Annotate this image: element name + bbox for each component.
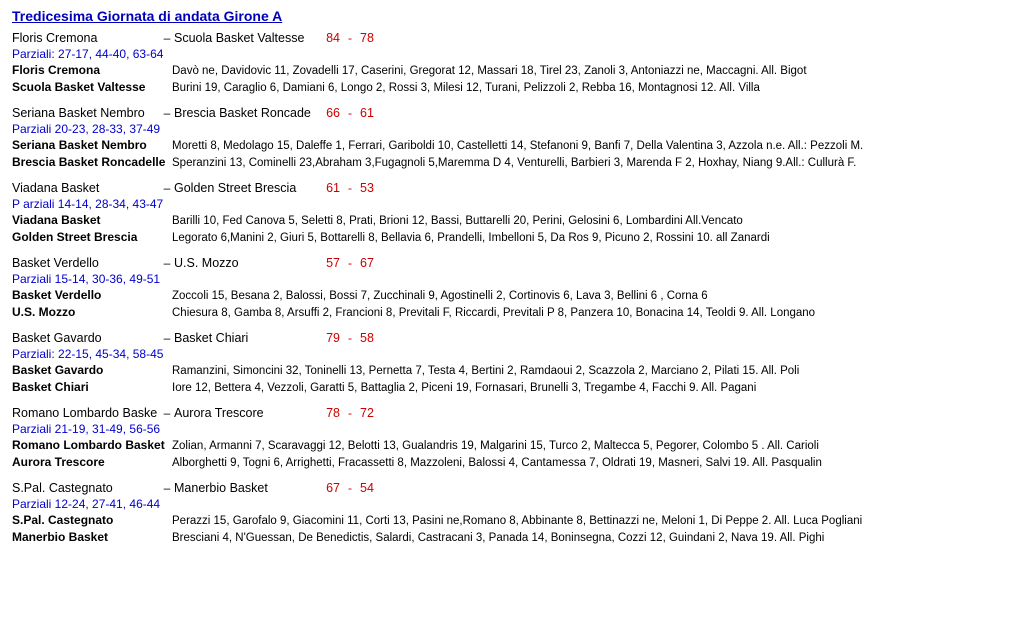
away-score: 78 <box>360 31 374 45</box>
away-team-name: Manerbio Basket <box>174 481 268 495</box>
match-block <box>12 30 1014 96</box>
match-header <box>12 105 1014 121</box>
match-block <box>12 330 1014 396</box>
match-block <box>12 480 1014 546</box>
roster-team-name: Viadana Basket <box>12 213 101 227</box>
roster-players: Alborghetti 9, Togni 6, Arrighetti, Fracassetti 8, Mazzoleni, Balossi 4, Cantamessa 7, Oldrati 19, Masneri, Salvi 19. All. Pasqualin <box>172 457 822 469</box>
match-header <box>12 330 1014 346</box>
roster-players: Iore 12, Bettera 4, Vezzoli, Garatti 5, Battaglia 2, Piceni 19, Fornasari, Brunelli 3, Tregambe 4, Facchi 9. All. Pagani <box>172 382 757 394</box>
match-block <box>12 180 1014 246</box>
score-separator: - <box>348 181 352 195</box>
roster-players: Zoccoli 15, Besana 2, Balossi, Bossi 7, Zucchinali 9, Agostinelli 2, Cortinovis 6, Lava 3, Bellini 6 , Corna 6 <box>172 290 708 302</box>
score-separator: - <box>348 406 352 420</box>
roster-row <box>12 212 1014 229</box>
roster-players: Bresciani 4, N'Guessan, De Benedictis, Salardi, Castracani 3, Panada 14, Boninsegna, Cozzi 12, Guindani 2, Nava 19. All. Pighi <box>172 532 825 544</box>
team-separator: – <box>163 481 171 495</box>
score-separator: - <box>348 31 352 45</box>
roster-players: Ramanzini, Simoncini 32, Toninelli 13, Pernetta 7, Testa 4, Bertini 2, Ramdaoui 2, Scazzola 2, Marciano 2, Pilati 15. All. Poli <box>172 365 800 377</box>
roster-team-name: Aurora Trescore <box>12 455 105 469</box>
home-team-name: S.Pal. Castegnato <box>12 481 113 495</box>
roster-players: Perazzi 15, Garofalo 9, Giacomini 11, Corti 13, Pasini ne,Romano 8, Abbinante 8, Bettinazzi ne, Meloni 1, Di Peppe 2. All. Luca Pogliani <box>172 515 863 527</box>
match-block <box>12 405 1014 471</box>
match-partials: Parziali 21-19, 31-49, 56-56 <box>12 422 161 436</box>
home-team-name: Basket Verdello <box>12 256 99 270</box>
home-score: 79 <box>326 331 340 345</box>
match-block <box>12 105 1014 171</box>
home-team-name: Floris Cremona <box>12 31 98 45</box>
away-team-name: Brescia Basket Roncade <box>174 106 311 120</box>
roster-row <box>12 229 1014 246</box>
roster-row <box>12 529 1014 546</box>
roster-team-name: U.S. Mozzo <box>12 305 76 319</box>
team-separator: – <box>163 256 171 270</box>
roster-row <box>12 512 1014 529</box>
team-separator: – <box>163 406 171 420</box>
match-header <box>12 405 1014 421</box>
roster-team-name: Basket Chiari <box>12 380 89 394</box>
score-separator: - <box>348 331 352 345</box>
roster-row <box>12 362 1014 379</box>
away-score: 58 <box>360 331 374 345</box>
roster-players: Speranzini 13, Cominelli 23,Abraham 3,Fugagnoli 5,Maremma D 4, Venturelli, Barbieri 3, Marenda F 2, Hoxhay, Niang 9.All.: Cullurà F. <box>172 157 857 169</box>
roster-team-name: Basket Verdello <box>12 288 102 302</box>
away-team-name: Golden Street Brescia <box>174 181 297 195</box>
roster-players: Legorato 6,Manini 2, Giuri 5, Bottarelli 8, Bellavia 6, Prandelli, Imbelloni 5, Da Ros 9, Picuno 2, Rossini 10. all Zanardi <box>172 232 770 244</box>
match-partials: Parziali: 27-17, 44-40, 63-64 <box>12 47 164 61</box>
team-separator: – <box>163 331 171 345</box>
roster-players: Davò ne, Davidovic 11, Zovadelli 17, Caserini, Gregorat 12, Massari 18, Tirel 23, Zanoli 3, Antoniazzi ne, Maccagni. All. Bigot <box>172 65 807 77</box>
home-team-name: Viadana Basket <box>12 181 100 195</box>
home-score: 78 <box>326 406 340 420</box>
match-header <box>12 480 1014 496</box>
away-score: 54 <box>360 481 374 495</box>
home-score: 67 <box>326 481 340 495</box>
roster-row <box>12 137 1014 154</box>
away-team-name: U.S. Mozzo <box>174 256 239 270</box>
team-separator: – <box>163 31 171 45</box>
home-team-name: Romano Lombardo Baske <box>12 406 158 420</box>
home-score: 66 <box>326 106 340 120</box>
roster-players: Burini 19, Caraglio 6, Damiani 6, Longo 2, Rossi 3, Milesi 12, Turani, Pelizzoli 2, Rebba 16, Montagnosi 12. All. Villa <box>172 82 760 94</box>
score-separator: - <box>348 256 352 270</box>
page-title: Tredicesima Giornata di andata Girone A <box>12 8 283 24</box>
roster-team-name: Seriana Basket Nembro <box>12 138 147 152</box>
away-team-name: Aurora Trescore <box>174 406 264 420</box>
score-separator: - <box>348 106 352 120</box>
away-score: 72 <box>360 406 374 420</box>
match-header <box>12 255 1014 271</box>
score-separator: - <box>348 481 352 495</box>
team-separator: – <box>163 106 171 120</box>
home-team-name: Basket Gavardo <box>12 331 102 345</box>
roster-players: Zolian, Armanni 7, Scaravaggi 12, Belotti 13, Gualandris 19, Malgarini 15, Turco 2, Maltecca 5, Pegorer, Colombo 5 . All. Carioli <box>172 440 819 452</box>
home-score: 84 <box>326 31 340 45</box>
match-header <box>12 30 1014 46</box>
match-partials: P arziali 14-14, 28-34, 43-47 <box>12 197 164 211</box>
home-score: 61 <box>326 181 340 195</box>
home-team-name: Seriana Basket Nembro <box>12 106 145 120</box>
roster-team-name: Scuola Basket Valtesse <box>12 80 146 94</box>
match-block <box>12 255 1014 321</box>
roster-team-name: Basket Gavardo <box>12 363 104 377</box>
home-score: 57 <box>326 256 340 270</box>
away-team-name: Basket Chiari <box>174 331 249 345</box>
roster-row <box>12 154 1014 171</box>
team-separator: – <box>163 181 171 195</box>
away-team-name: Scuola Basket Valtesse <box>174 31 305 45</box>
roster-row <box>12 437 1014 454</box>
match-partials: Parziali 15-14, 30-36, 49-51 <box>12 272 161 286</box>
roster-team-name: S.Pal. Castegnato <box>12 513 114 527</box>
away-score: 53 <box>360 181 374 195</box>
roster-row <box>12 287 1014 304</box>
roster-row <box>12 79 1014 96</box>
roster-team-name: Brescia Basket Roncadelle <box>12 155 166 169</box>
roster-row <box>12 454 1014 471</box>
roster-team-name: Romano Lombardo Basket <box>12 438 165 452</box>
match-partials: Parziali 12-24, 27-41, 46-44 <box>12 497 161 511</box>
roster-players: Barilli 10, Fed Canova 5, Seletti 8, Prati, Brioni 12, Bassi, Buttarelli 20, Perini, Gelosini 6, Lombardini All.Vencato <box>172 215 743 227</box>
match-partials: Parziali 20-23, 28-33, 37-49 <box>12 122 161 136</box>
roster-team-name: Manerbio Basket <box>12 530 109 544</box>
roster-team-name: Golden Street Brescia <box>12 230 138 244</box>
roster-players: Moretti 8, Medolago 15, Daleffe 1, Ferrari, Gariboldi 10, Castelletti 14, Stefanoni 9, Banfi 7, Della Valentina 3, Azzola n.e. All.: Pezzoli M. <box>172 140 864 152</box>
roster-row <box>12 379 1014 396</box>
roster-row <box>12 304 1014 321</box>
match-partials: Parziali: 22-15, 45-34, 58-45 <box>12 347 164 361</box>
away-score: 67 <box>360 256 374 270</box>
roster-team-name: Floris Cremona <box>12 63 101 77</box>
roster-players: Chiesura 8, Gamba 8, Arsuffi 2, Francioni 8, Previtali F, Riccardi, Previtali P 8, Panzera 10, Bonacina 14, Teoldi 9. All. Longano <box>172 307 816 319</box>
roster-row <box>12 62 1014 79</box>
away-score: 61 <box>360 106 374 120</box>
match-header <box>12 180 1014 196</box>
